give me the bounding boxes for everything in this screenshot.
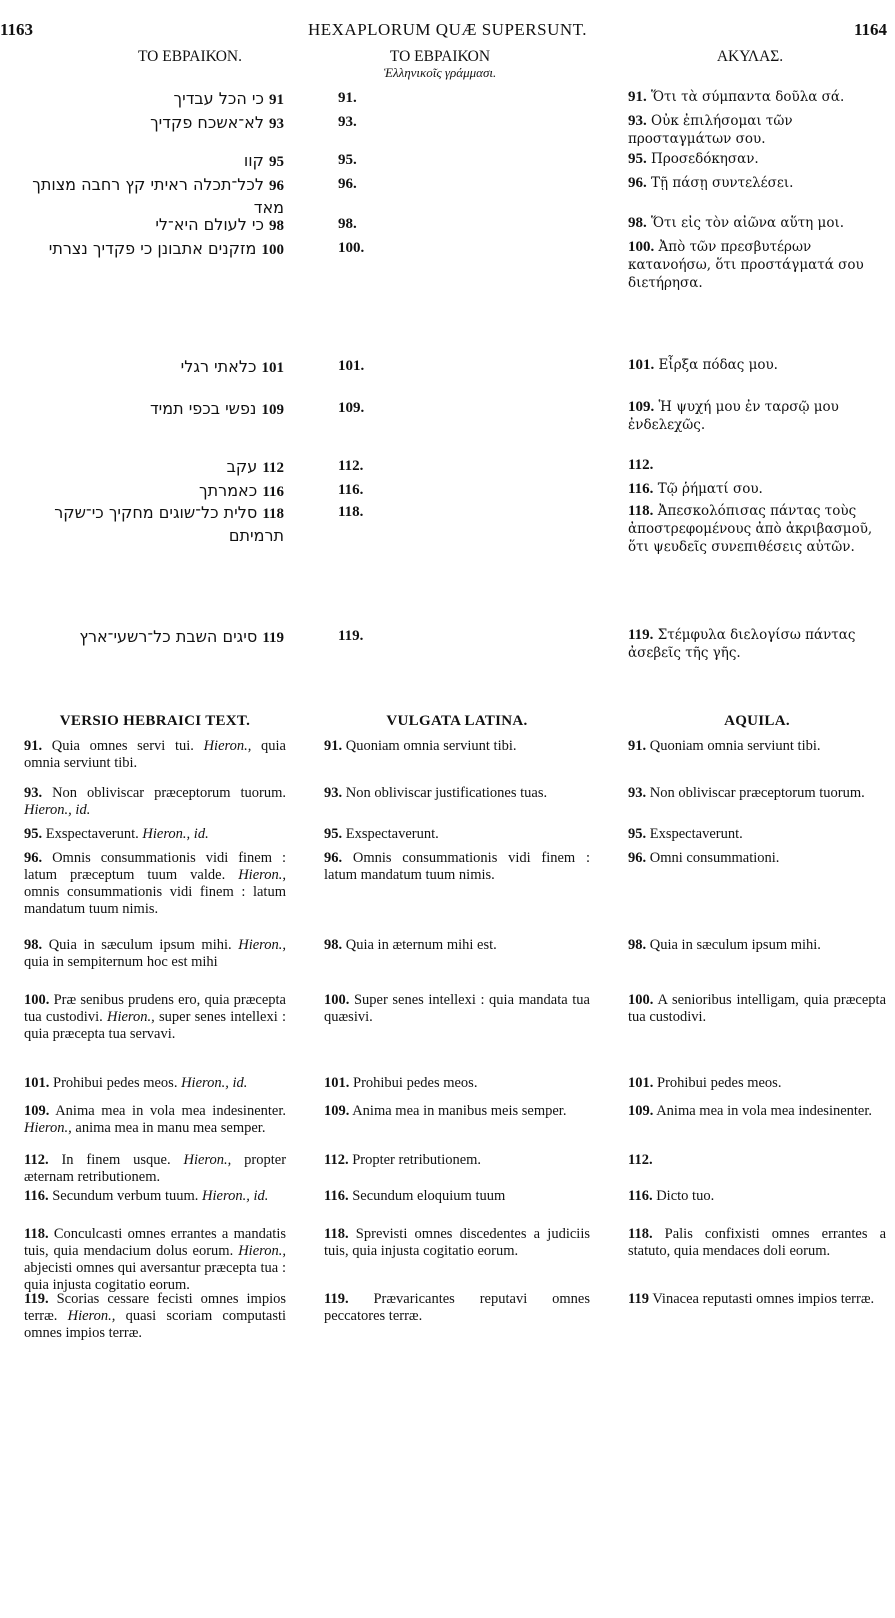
verse-number: 93. — [324, 785, 343, 801]
vulgata-text: Anima mea in manibus meis semper. — [352, 1103, 567, 1119]
verse-number: 95. — [628, 151, 647, 167]
aquila-latin-verse — [628, 826, 886, 843]
verse-number: 93 — [269, 116, 284, 132]
hieron-citation: Hieron., id. — [142, 826, 209, 842]
verse-number: 109. — [628, 399, 655, 415]
translit-verse-number: 119. — [338, 628, 364, 644]
hebrew-text: לא־אשכח פקדיך — [150, 113, 264, 132]
hebrew-text: סיגים השבת כל־רשעי־ארץ — [79, 627, 258, 646]
verse-number: 116. — [324, 1188, 349, 1204]
vulgata-verse — [324, 738, 590, 755]
translit-verse-number: 118. — [338, 504, 364, 520]
versio-verse — [24, 826, 286, 843]
page-number-left: 1163 — [0, 20, 34, 39]
vulgata-verse — [324, 1291, 590, 1325]
verse-number: 119 — [628, 1291, 649, 1307]
aquila-latin-text: Dicto tuo. — [656, 1188, 715, 1204]
versio-text: Scorias cessare fecisti omnes impios terræ. — [24, 1291, 287, 1324]
hebrew-verse — [8, 502, 284, 546]
vulgata-text: Omnis consummationis vidi finem : latum mandatum tuum nimis. — [324, 850, 590, 883]
versio-text: Omnis consummationis vidi finem : latum præceptum tuum valde. — [24, 850, 286, 883]
vulgata-verse — [324, 1103, 590, 1120]
verse-number: 96. — [324, 850, 343, 866]
heading-translit: ΤΟ ΕΒΡΑΙΚΟΝ — [389, 48, 491, 65]
verse-number: 91 — [269, 92, 284, 108]
hebrew-verse — [8, 214, 284, 237]
hebrew-verse — [8, 238, 284, 261]
greek-text: Οὐκ ἐπιλήσομαι τῶν προσταγμάτων σου. — [628, 113, 793, 147]
hebrew-text: סלית כל־שוגים מחקיך כי־שקר תרמיתם — [54, 503, 284, 545]
aquila-latin-verse — [628, 1226, 886, 1260]
aquila-latin-text: Omni consummationi. — [649, 850, 780, 866]
translit-verse-number: 109. — [338, 400, 365, 416]
hieron-text: quasi scoriam computasti omnes impios terræ. — [24, 1308, 287, 1341]
verse-number: 96. — [628, 175, 647, 191]
hebrew-verse — [8, 112, 284, 135]
verse-number: 96. — [24, 850, 43, 866]
aquila-latin-verse — [628, 1152, 886, 1169]
verse-number: 98. — [628, 215, 647, 231]
greek-verse — [628, 150, 890, 168]
hebrew-text: עקב — [226, 457, 258, 476]
verse-number: 93. — [24, 785, 43, 801]
hieron-text: propter æternam retributionem. — [24, 1152, 287, 1185]
versio-verse — [24, 785, 286, 819]
verse-number: 101. — [24, 1075, 50, 1091]
hieron-citation: Hieron., — [238, 937, 287, 953]
versio-verse — [24, 1103, 286, 1137]
aquila-latin-text: Prohibui pedes meos. — [657, 1075, 782, 1091]
greek-text: Ἀπὸ τῶν πρεσβυτέρων κατανοήσω, ὅτι προστάγματά σου διετήρησα. — [628, 239, 864, 291]
vulgata-verse — [324, 992, 590, 1026]
greek-verse — [628, 112, 890, 148]
verse-number: 98 — [269, 218, 284, 234]
aquila-latin-text: Palis confixisti omnes errantes a statuto, quia mendaces doli eorum. — [628, 1226, 887, 1259]
versio-text: Anima mea in vola mea indesinenter. — [55, 1103, 286, 1119]
aquila-latin-text: Vinacea reputasti omnes impios terræ. — [652, 1291, 875, 1307]
hebrew-verse — [8, 456, 284, 479]
translit-verse-number: 101. — [338, 358, 365, 374]
aquila-latin-verse — [628, 992, 886, 1026]
verse-number: 118. — [324, 1226, 349, 1242]
heading-aquila-greek: ΑΚΥΛΑΣ. — [716, 48, 784, 65]
greek-verse — [628, 174, 890, 192]
verse-number: 118. — [24, 1226, 49, 1242]
verse-number: 112. — [24, 1152, 49, 1168]
hebrew-verse — [8, 174, 284, 218]
versio-verse — [24, 1226, 286, 1294]
versio-text: In finem usque. — [61, 1152, 171, 1168]
greek-verse — [628, 398, 890, 434]
vulgata-verse — [324, 850, 590, 884]
verse-number: 91. — [628, 738, 647, 754]
hebrew-verse — [8, 626, 284, 649]
verse-number: 116. — [24, 1188, 49, 1204]
hieron-text: super senes intellexi : quia præcepta tua servavi. — [24, 1009, 287, 1042]
verse-number: 112. — [324, 1152, 349, 1168]
verse-number: 96. — [628, 850, 647, 866]
running-title: HEXAPLORUM QUÆ SUPERSUNT. — [307, 20, 588, 39]
vulgata-verse — [324, 1152, 590, 1169]
hebrew-text: כאמרתך — [199, 481, 258, 500]
vulgata-text: Super senes intellexi : quia mandata tua quæsivi. — [324, 992, 590, 1025]
verse-number: 100. — [24, 992, 50, 1008]
aquila-latin-text: A senioribus intelligam, quia præcepta tua custodivi. — [628, 992, 887, 1025]
page-number-right: 1164 — [853, 20, 887, 39]
greek-text: Ἡ ψυχή μου ἐν ταρσῷ μου ἐνδελεχῶς. — [628, 399, 839, 433]
vulgata-text: Quia in æternum mihi est. — [345, 937, 497, 953]
greek-text: Προσεδόκησαν. — [651, 151, 759, 167]
verse-number: 101. — [324, 1075, 350, 1091]
versio-verse — [24, 738, 286, 772]
hieron-text: anima mea in manu mea semper. — [75, 1120, 266, 1136]
hieron-citation: Hieron., — [24, 1120, 72, 1136]
verse-number: 100. — [628, 992, 654, 1008]
verse-number: 93. — [628, 785, 647, 801]
vulgata-text: Quoniam omnia serviunt tibi. — [345, 738, 517, 754]
verse-number: 118. — [628, 503, 654, 519]
versio-verse — [24, 992, 286, 1043]
hebrew-verse — [8, 150, 284, 173]
verse-number: 100 — [261, 242, 284, 258]
aquila-latin-verse — [628, 785, 886, 802]
greek-text: Ἀπεσκολόπισας πάντας τοὺς ἀποστρεφομένους ἀπὸ ἀκριβασμοῦ, ὅτι ψευδεῖς συνεπιθέσεις αὐτῶν. — [628, 503, 873, 555]
vulgata-text: Non obliviscar justificationes tuas. — [345, 785, 548, 801]
hebrew-text: נפשי בכפי תמיד — [149, 399, 257, 418]
verse-number: 93. — [628, 113, 647, 129]
translit-verse-number: 93. — [338, 114, 357, 130]
hieron-citation: Hieron., — [183, 1152, 232, 1168]
greek-text: Τῷ ῥήματί σου. — [657, 481, 763, 497]
hebrew-verse — [8, 398, 284, 421]
heading-versio: VERSIO HEBRAICI TEXT. — [59, 713, 251, 729]
greek-text: Εἶρξα πόδας μου. — [658, 357, 778, 373]
vulgata-text: Prohibui pedes meos. — [353, 1075, 478, 1091]
verse-number: 119. — [628, 627, 654, 643]
verse-number: 109. — [324, 1103, 350, 1119]
vulgata-verse — [324, 1188, 590, 1205]
heading-aquila-latin: AQUILA. — [724, 713, 790, 729]
verse-number: 91. — [628, 89, 647, 105]
verse-number: 116. — [628, 1188, 653, 1204]
hieron-text: quia omnia serviunt tibi. — [24, 738, 286, 771]
versio-text: Quia in sæculum ipsum mihi. — [48, 937, 232, 953]
verse-number: 91. — [24, 738, 43, 754]
verse-number: 98. — [628, 937, 647, 953]
versio-text: Quia omnes servi tui. — [51, 738, 194, 754]
vulgata-verse — [324, 1226, 590, 1260]
aquila-latin-text: Quia in sæculum ipsum mihi. — [649, 937, 821, 953]
vulgata-verse — [324, 937, 590, 954]
verse-number: 112 — [262, 460, 284, 476]
verse-number: 100. — [324, 992, 350, 1008]
aquila-latin-verse — [628, 937, 886, 954]
verse-number: 95. — [628, 826, 647, 842]
aquila-latin-verse — [628, 1103, 886, 1120]
greek-verse — [628, 214, 890, 232]
versio-text: Exspectaverunt. — [45, 826, 139, 842]
greek-verse — [628, 456, 890, 474]
greek-verse — [628, 238, 890, 292]
greek-verse — [628, 502, 890, 556]
verse-number: 118. — [628, 1226, 653, 1242]
vulgata-verse — [324, 1075, 590, 1092]
versio-verse — [24, 850, 286, 918]
verse-number: 91. — [324, 738, 343, 754]
greek-text: Τῇ πάσῃ συντελέσει. — [651, 175, 794, 191]
greek-text: Ὅτι τὰ σύμπαντα δοῦλα σά. — [651, 89, 845, 105]
verse-number: 96 — [269, 178, 284, 194]
heading-vulgata: VULGATA LATINA. — [386, 713, 528, 729]
vulgata-text: Exspectaverunt. — [345, 826, 439, 842]
hieron-citation: Hieron., id. — [202, 1188, 269, 1204]
aquila-latin-text: Anima mea in vola mea indesinenter. — [656, 1103, 873, 1119]
hieron-text: quia in sempiternum hoc est mihi — [24, 954, 218, 970]
greek-text: Ὅτι εἰς τὸν αἰῶνα αὕτη μοι. — [651, 215, 845, 231]
versio-text: Secundum verbum tuum. — [52, 1188, 199, 1204]
verse-number: 119 — [262, 630, 284, 646]
verse-number: 98. — [324, 937, 343, 953]
hebrew-text: מזקנים אתבונן כי פקדיך נצרתי — [48, 239, 257, 258]
verse-number: 109. — [628, 1103, 654, 1119]
vulgata-verse — [324, 785, 590, 802]
vulgata-text: Secundum eloquium tuum — [352, 1188, 506, 1204]
hebrew-verse — [8, 88, 284, 111]
translit-verse-number: 100. — [338, 240, 365, 256]
verse-number: 118 — [262, 506, 284, 522]
hebrew-text: לכל־תכלה ראיתי קץ רחבה מצותך מאד — [32, 175, 284, 217]
aquila-latin-verse — [628, 850, 886, 867]
verse-number: 112. — [628, 1152, 653, 1168]
verse-number: 95. — [24, 826, 43, 842]
verse-number: 101 — [261, 360, 284, 376]
verse-number: 112. — [628, 457, 654, 473]
verse-number: 101. — [628, 1075, 654, 1091]
greek-verse — [628, 356, 890, 374]
aquila-latin-verse — [628, 738, 886, 755]
versio-text: Conculcasti omnes errantes a mandatis tuis, quia mendacium dolus eorum. — [24, 1226, 286, 1259]
versio-verse — [24, 1188, 286, 1205]
hebrew-verse — [8, 356, 284, 379]
translit-verse-number: 91. — [338, 90, 357, 106]
aquila-latin-text: Non obliviscar præceptorum tuorum. — [649, 785, 865, 801]
hieron-citation: Hieron., — [238, 867, 286, 883]
vulgata-text: Prævaricantes reputavi omnes peccatores terræ. — [324, 1291, 590, 1324]
aquila-latin-verse — [628, 1188, 886, 1205]
verse-number: 100. — [628, 239, 655, 255]
verse-number: 95 — [269, 154, 284, 170]
aquila-latin-verse — [628, 1075, 886, 1092]
verse-number: 116. — [628, 481, 654, 497]
hieron-citation: Hieron., — [106, 1009, 155, 1025]
versio-verse — [24, 1291, 286, 1342]
aquila-latin-text: Exspectaverunt. — [649, 826, 743, 842]
vulgata-text: Sprevisti omnes discedentes a judiciis tuis, quia injusta cogitatio eorum. — [324, 1226, 591, 1259]
hebrew-verse — [8, 480, 284, 503]
verse-number: 109. — [24, 1103, 50, 1119]
verse-number: 119. — [24, 1291, 49, 1307]
versio-text: Non obliviscar præceptorum tuorum. — [52, 785, 287, 801]
verse-number: 119. — [324, 1291, 349, 1307]
hieron-citation: Hieron., id. — [181, 1075, 248, 1091]
hebrew-text: כי הכל עבדיך — [173, 89, 264, 108]
aquila-latin-text: Quoniam omnia serviunt tibi. — [649, 738, 821, 754]
greek-verse — [628, 626, 890, 662]
vulgata-verse — [324, 826, 590, 843]
translit-verse-number: 98. — [338, 216, 357, 232]
hieron-citation: Hieron., — [203, 738, 252, 754]
translit-verse-number: 116. — [338, 482, 364, 498]
versio-text: Præ senibus prudens ero, quia præcepta tua custodivi. — [24, 992, 286, 1025]
greek-verse — [628, 480, 890, 498]
versio-verse — [24, 937, 286, 971]
hebrew-text: כי לעולם היא־לי — [155, 215, 264, 234]
translit-verse-number: 96. — [338, 176, 357, 192]
heading-hebrew: ΤΟ ΕΒΡΑΙΚΟΝ. — [137, 48, 243, 65]
verse-number: 95. — [324, 826, 343, 842]
aquila-latin-verse — [628, 1291, 886, 1308]
hebrew-text: קוו — [243, 151, 264, 170]
hebrew-text: כלאתי רגלי — [180, 357, 257, 376]
versio-verse — [24, 1075, 286, 1092]
verse-number: 116 — [262, 484, 284, 500]
greek-verse — [628, 88, 890, 106]
vulgata-text: Propter retributionem. — [352, 1152, 482, 1168]
verse-number: 98. — [24, 937, 43, 953]
hieron-text: abjecisti omnes qui aversantur præcepta tua : quia injusta cogitatio eorum. — [24, 1260, 286, 1293]
versio-verse — [24, 1152, 286, 1186]
hieron-citation: Hieron., — [238, 1243, 286, 1259]
verse-number: 109 — [261, 402, 284, 418]
versio-text: Prohibui pedes meos. — [53, 1075, 178, 1091]
verse-number: 101. — [628, 357, 655, 373]
greek-text: Στέμφυλα διελογίσω πάντας ἀσεβεῖς τῆς γῆς. — [628, 627, 856, 661]
translit-verse-number: 112. — [338, 458, 364, 474]
hieron-text: omnis consummationis vidi finem : latum mandatum tuum nimis. — [24, 884, 286, 917]
heading-translit-sub: Ἑλληνικοῖς γράμμασι. — [383, 65, 497, 80]
hieron-citation: Hieron., — [67, 1308, 116, 1324]
hieron-citation: Hieron., id. — [24, 802, 91, 818]
translit-verse-number: 95. — [338, 152, 357, 168]
